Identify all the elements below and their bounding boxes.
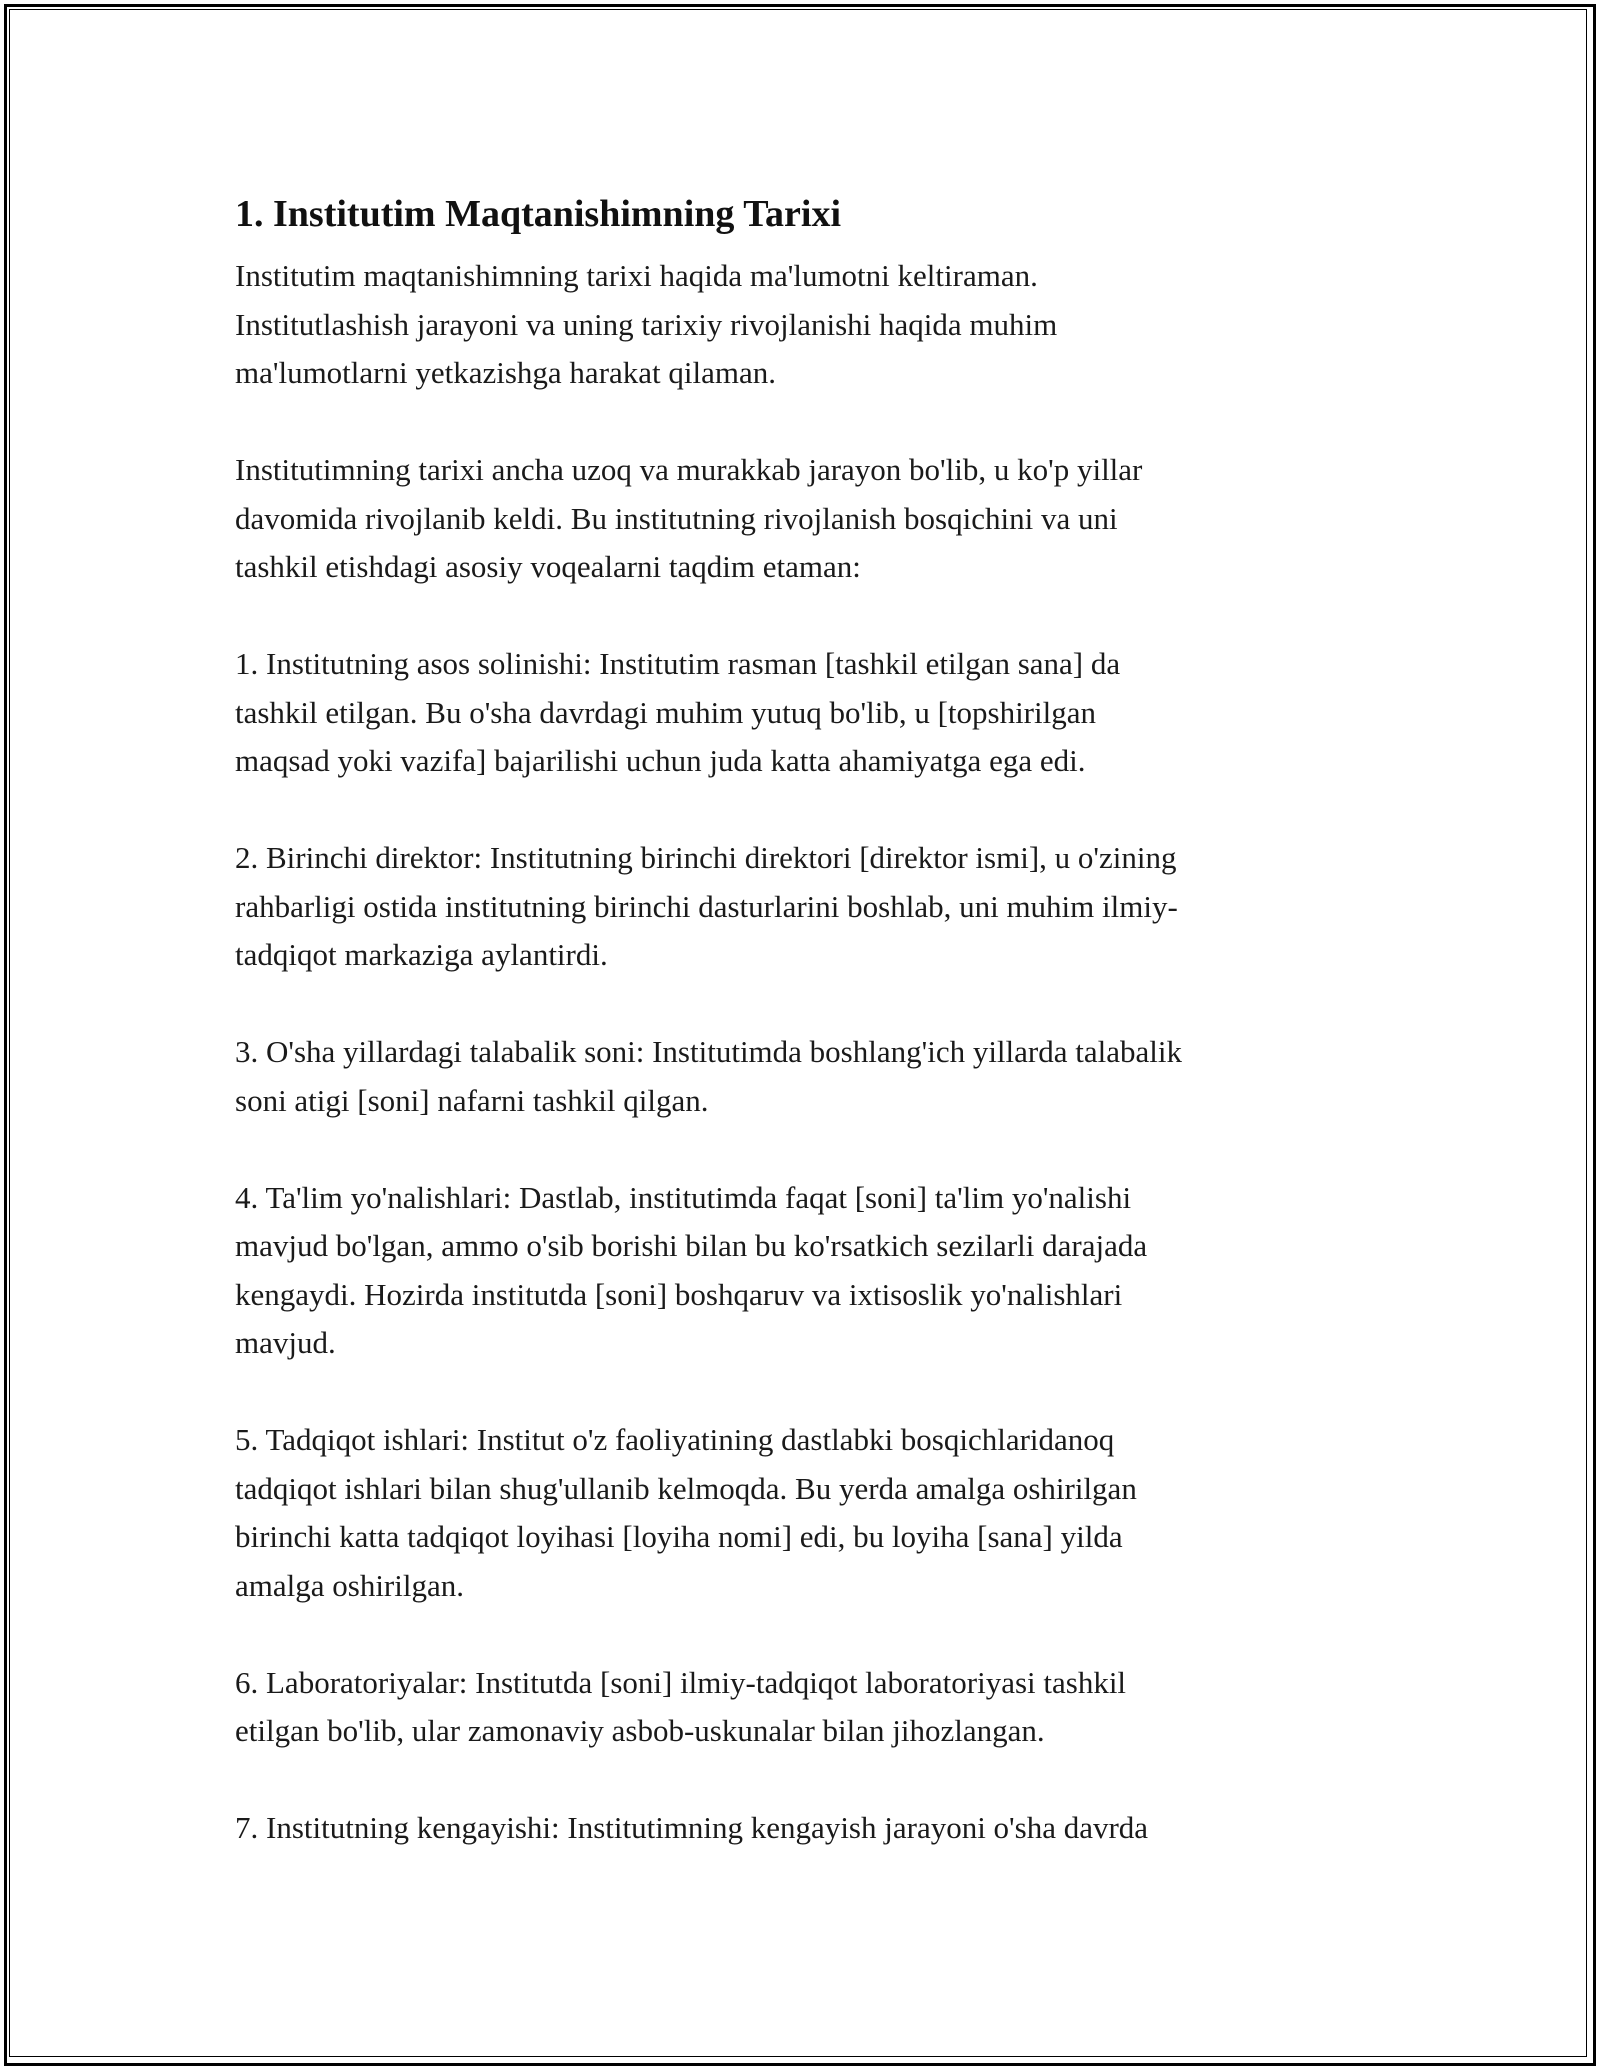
list-item-founding: 1. Institutning asos solinishi: Institutim rasman [tashkil etilgan sana] da tashkil etilgan. Bu o'sha davrdagi muhim yutuq bo'lib, u [topshirilgan maqsad yoki vazifa] bajarilishi uchun juda katta ahamiyatga ega edi. [235, 646, 1121, 778]
paragraph-intro: Institutim maqtanishimning tarixi haqida ma'lumotni keltiraman. Institutlashish jarayoni va uning tarixiy rivojlanishi haqida muhim ma'lumotlarni yetkazishga harakat qilaman. [235, 258, 1058, 390]
list-item-expansion: 7. Institutning kengayishi: Institutimning kengayish jarayoni o'sha davrda [235, 1810, 1149, 1845]
list-item-education-fields: 4. Ta'lim yo'nalishlari: Dastlab, institutimda faqat [soni] ta'lim yo'nalishi mavjud bo'lgan, ammo o'sib borishi bilan bu ko'rsatkich sezilarli darajada kengaydi. Hozirda institutda [soni] boshqaruv va ixtisoslik yo'nalishlari mavjud. [235, 1179, 1148, 1360]
list-item-laboratories: 6. Laboratoriyalar: Institutda [soni] ilmiy-tadqiqot laboratoriyasi tashkil etilgan bo'lib, ular zamonaviy asbob-uskunalar bilan jihozlangan. [235, 1664, 1127, 1748]
page-title: 1. Institutim Maqtanishimning Tarixi [235, 193, 842, 235]
document-body [235, 186, 1375, 1901]
paragraph-history: Institutimning tarixi ancha uzoq va murakkab jarayon bo'lib, u ko'p yillar davomida rivojlanib keldi. Bu institutning rivojlanish bosqichini va uni tashkil etishdagi asosiy voqealarni taqdim etaman: [235, 452, 1143, 584]
list-item-student-count: 3. O'sha yillardagi talabalik soni: Institutimda boshlang'ich yillarda talabalik soni atigi [soni] nafarni tashkil qilgan. [235, 1034, 1182, 1118]
list-item-research: 5. Tadqiqot ishlari: Institut o'z faoliyatining dastlabki bosqichlaridanoq tadqiqot ishlari bilan shug'ullanib kelmoqda. Bu yerda amalga oshirilgan birinchi katta tadqiqot loyihasi [loyiha nomi] edi, bu loyiha [sana] yilda amalga oshirilgan. [235, 1422, 1137, 1603]
list-item-first-director: 2. Birinchi direktor: Institutning birinchi direktori [direktor ismi], u o'zining rahbarligi ostida institutning birinchi dasturlarini boshlab, uni muhim ilmiy- tadqiqot markaziga aylantirdi. [235, 840, 1178, 972]
